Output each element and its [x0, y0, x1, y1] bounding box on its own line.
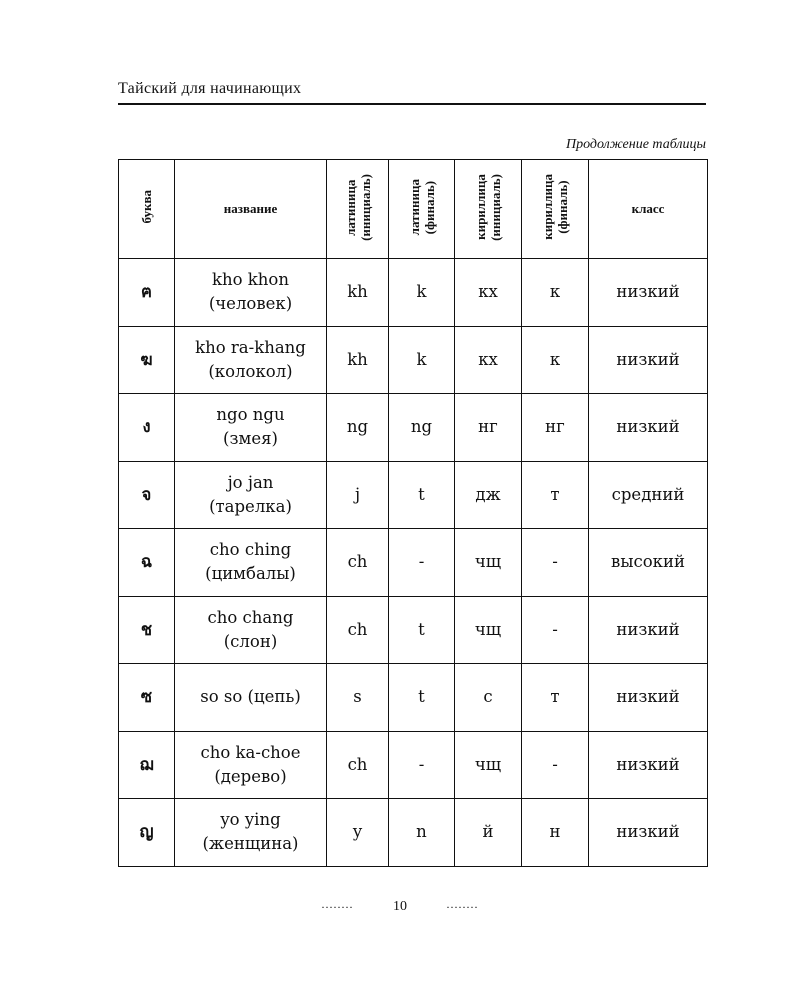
class-cell: низкий — [589, 731, 708, 799]
name-cell: kho khon (человек) — [175, 259, 327, 327]
cyrillic-initial-cell: с — [455, 664, 522, 732]
table-header-row — [119, 160, 708, 259]
name-cell: kho ra-khang (колокол) — [175, 326, 327, 394]
header-rule — [118, 103, 706, 105]
latin-initial-cell: ch — [327, 529, 389, 597]
running-head: Тайский для начинающих — [118, 80, 302, 97]
name-cell: yo ying (женщина) — [175, 799, 327, 867]
cyrillic-initial-cell: кх — [455, 259, 522, 327]
header-latin-final: латиница (финаль) — [389, 160, 455, 259]
latin-initial-cell: ng — [327, 394, 389, 462]
latin-initial-cell: y — [327, 799, 389, 867]
header-cyrillic-initial: кириллица (инициаль) — [455, 160, 522, 259]
table-row — [119, 664, 708, 732]
cyrillic-initial-cell: чщ — [455, 529, 522, 597]
name-cell: cho ching (цимбалы) — [175, 529, 327, 597]
continuation-label: Продолжение таблицы — [565, 137, 706, 152]
name-cell: cho ka-choe (дерево) — [175, 731, 327, 799]
letter-cell: ซ — [119, 664, 175, 732]
class-cell: высокий — [589, 529, 708, 597]
table-row — [119, 461, 708, 529]
latin-final-cell: t — [389, 596, 455, 664]
letter-cell: ฉ — [119, 529, 175, 597]
cyrillic-final-cell: т — [522, 461, 589, 529]
cyrillic-final-cell: н — [522, 799, 589, 867]
letter-cell: จ — [119, 461, 175, 529]
table-row — [119, 259, 708, 327]
table-body — [119, 259, 708, 867]
letter-cell: ฆ — [119, 326, 175, 394]
cyrillic-final-cell: к — [522, 259, 589, 327]
cyrillic-initial-cell: й — [455, 799, 522, 867]
latin-initial-cell: ch — [327, 596, 389, 664]
cyrillic-final-cell: к — [522, 326, 589, 394]
cyrillic-final-cell: - — [522, 596, 589, 664]
table-row — [119, 326, 708, 394]
cyrillic-final-cell: - — [522, 731, 589, 799]
class-cell: низкий — [589, 259, 708, 327]
latin-initial-cell: kh — [327, 259, 389, 327]
class-cell: средний — [589, 461, 708, 529]
name-cell: so so (цепь) — [175, 664, 327, 732]
header-latin-initial: латиница (инициаль) — [327, 160, 389, 259]
letter-cell: ฅ — [119, 259, 175, 327]
cyrillic-final-cell: т — [522, 664, 589, 732]
latin-initial-cell: s — [327, 664, 389, 732]
latin-final-cell: t — [389, 461, 455, 529]
cyrillic-final-cell: - — [522, 529, 589, 597]
latin-final-cell: k — [389, 259, 455, 327]
class-cell: низкий — [589, 664, 708, 732]
header-name: название — [175, 160, 327, 259]
table-row — [119, 731, 708, 799]
table-row — [119, 799, 708, 867]
table-row — [119, 529, 708, 597]
footer-dots-left: ........ — [321, 897, 354, 911]
class-cell: низкий — [589, 596, 708, 664]
cyrillic-initial-cell: дж — [455, 461, 522, 529]
letter-cell: ญ — [119, 799, 175, 867]
latin-final-cell: t — [389, 664, 455, 732]
header-letter: буква — [119, 160, 175, 259]
latin-initial-cell: kh — [327, 326, 389, 394]
cyrillic-initial-cell: кх — [455, 326, 522, 394]
class-cell: низкий — [589, 799, 708, 867]
name-cell: cho chang (слон) — [175, 596, 327, 664]
letter-cell: ง — [119, 394, 175, 462]
letters-table — [118, 159, 708, 867]
latin-initial-cell: ch — [327, 731, 389, 799]
latin-final-cell: - — [389, 731, 455, 799]
name-cell: ngo ngu (змея) — [175, 394, 327, 462]
cyrillic-final-cell: нг — [522, 394, 589, 462]
class-cell: низкий — [589, 326, 708, 394]
latin-final-cell: n — [389, 799, 455, 867]
latin-final-cell: - — [389, 529, 455, 597]
cyrillic-initial-cell: чщ — [455, 596, 522, 664]
header-class: класс — [589, 160, 708, 259]
latin-final-cell: k — [389, 326, 455, 394]
cyrillic-initial-cell: нг — [455, 394, 522, 462]
header-cyrillic-final: кириллица (финаль) — [522, 160, 589, 259]
class-cell: низкий — [589, 394, 708, 462]
letter-cell: ฌ — [119, 731, 175, 799]
page-footer — [0, 897, 800, 915]
latin-initial-cell: j — [327, 461, 389, 529]
name-cell: jo jan (тарелка) — [175, 461, 327, 529]
table-row — [119, 596, 708, 664]
page-number: 10 — [393, 899, 407, 914]
letter-cell: ช — [119, 596, 175, 664]
footer-dots-right: ........ — [446, 897, 479, 911]
table-row — [119, 394, 708, 462]
cyrillic-initial-cell: чщ — [455, 731, 522, 799]
latin-final-cell: ng — [389, 394, 455, 462]
